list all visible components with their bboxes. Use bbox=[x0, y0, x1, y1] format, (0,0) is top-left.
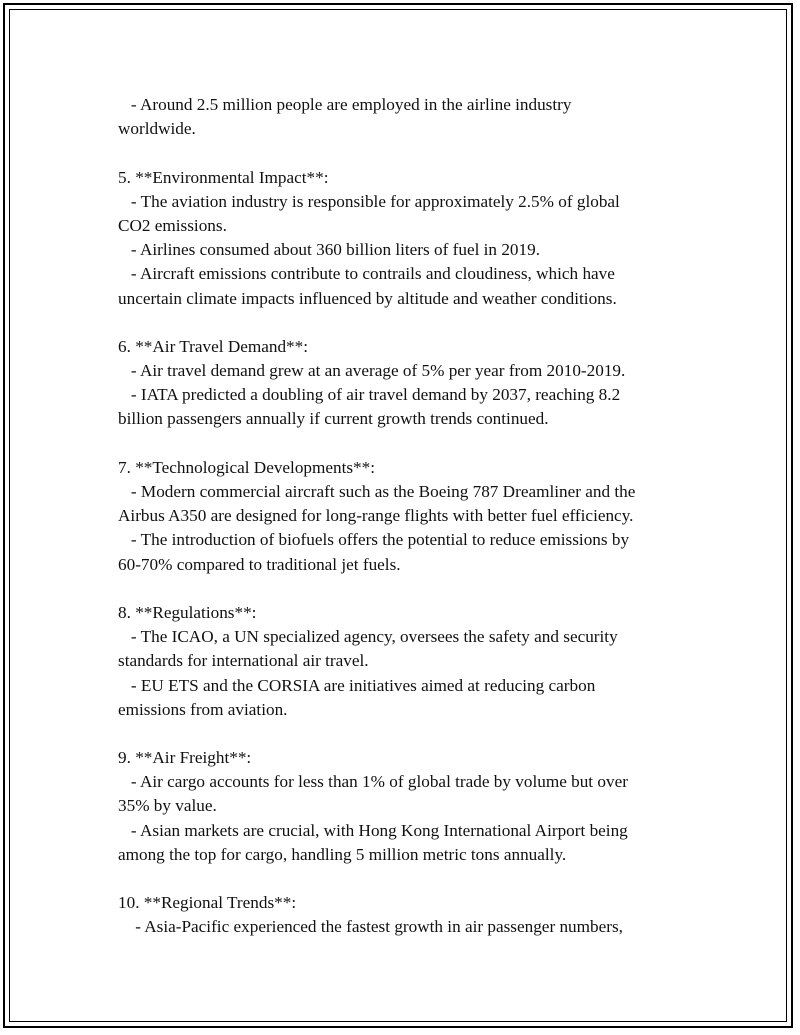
blank-line bbox=[118, 722, 688, 746]
document-body bbox=[118, 93, 688, 940]
blank-line bbox=[118, 432, 688, 456]
text-line: standards for international air travel. bbox=[118, 651, 369, 671]
text-line: - EU ETS and the CORSIA are initiatives aimed at reducing carbon bbox=[118, 675, 596, 695]
text-line: 6. **Air Travel Demand**: bbox=[118, 336, 309, 356]
text-line: - Asia-Pacific experienced the fastest growth in air passenger numbers, bbox=[118, 917, 623, 937]
text-line: - The introduction of biofuels offers the potential to reduce emissions by bbox=[118, 530, 630, 550]
text-line: - Modern commercial aircraft such as the Boeing 787 Dreamliner and the bbox=[118, 482, 636, 501]
text-line: Airbus A350 are designed for long-range flights with better fuel efficiency. bbox=[118, 506, 634, 526]
blank-line bbox=[118, 867, 688, 891]
text-line: 7. **Technological Developments**: bbox=[118, 457, 376, 477]
text-line: - Air travel demand grew at an average of 5% per year from 2010-2019. bbox=[118, 361, 626, 381]
text-line: - Aircraft emissions contribute to contrails and cloudiness, which have bbox=[118, 264, 615, 284]
text-line: - The ICAO, a UN specialized agency, oversees the safety and security bbox=[118, 627, 618, 647]
text-line: among the top for cargo, handling 5 million metric tons annually. bbox=[118, 844, 567, 864]
text-line: 35% by value. bbox=[118, 796, 217, 816]
text-line: - IATA predicted a doubling of air travel demand by 2037, reaching 8.2 bbox=[118, 385, 621, 405]
blank-line bbox=[118, 577, 688, 601]
text-line: - Airlines consumed about 360 billion liters of fuel in 2019. bbox=[118, 240, 540, 260]
text-line: - Asian markets are crucial, with Hong Kong International Airport being bbox=[118, 820, 628, 840]
text-line: worldwide. bbox=[118, 119, 196, 139]
text-line: CO2 emissions. bbox=[118, 215, 227, 235]
text-line: 9. **Air Freight**: bbox=[118, 748, 252, 768]
text-line: emissions from aviation. bbox=[118, 699, 288, 719]
text-line: 8. **Regulations**: bbox=[118, 602, 257, 622]
text-line: uncertain climate impacts influenced by altitude and weather conditions. bbox=[118, 288, 617, 308]
blank-line bbox=[118, 141, 688, 165]
text-line: 5. **Environmental Impact**: bbox=[118, 167, 329, 187]
text-line: 60-70% compared to traditional jet fuels. bbox=[118, 554, 401, 574]
text-line: billion passengers annually if current growth trends continued. bbox=[118, 409, 549, 429]
text-line: - Air cargo accounts for less than 1% of global trade by volume but over bbox=[118, 772, 628, 792]
blank-line bbox=[118, 311, 688, 335]
text-line: - Around 2.5 million people are employed in the airline industry bbox=[118, 95, 572, 114]
text-line: - The aviation industry is responsible for approximately 2.5% of global bbox=[118, 191, 620, 211]
text-line: 10. **Regional Trends**: bbox=[118, 893, 297, 913]
